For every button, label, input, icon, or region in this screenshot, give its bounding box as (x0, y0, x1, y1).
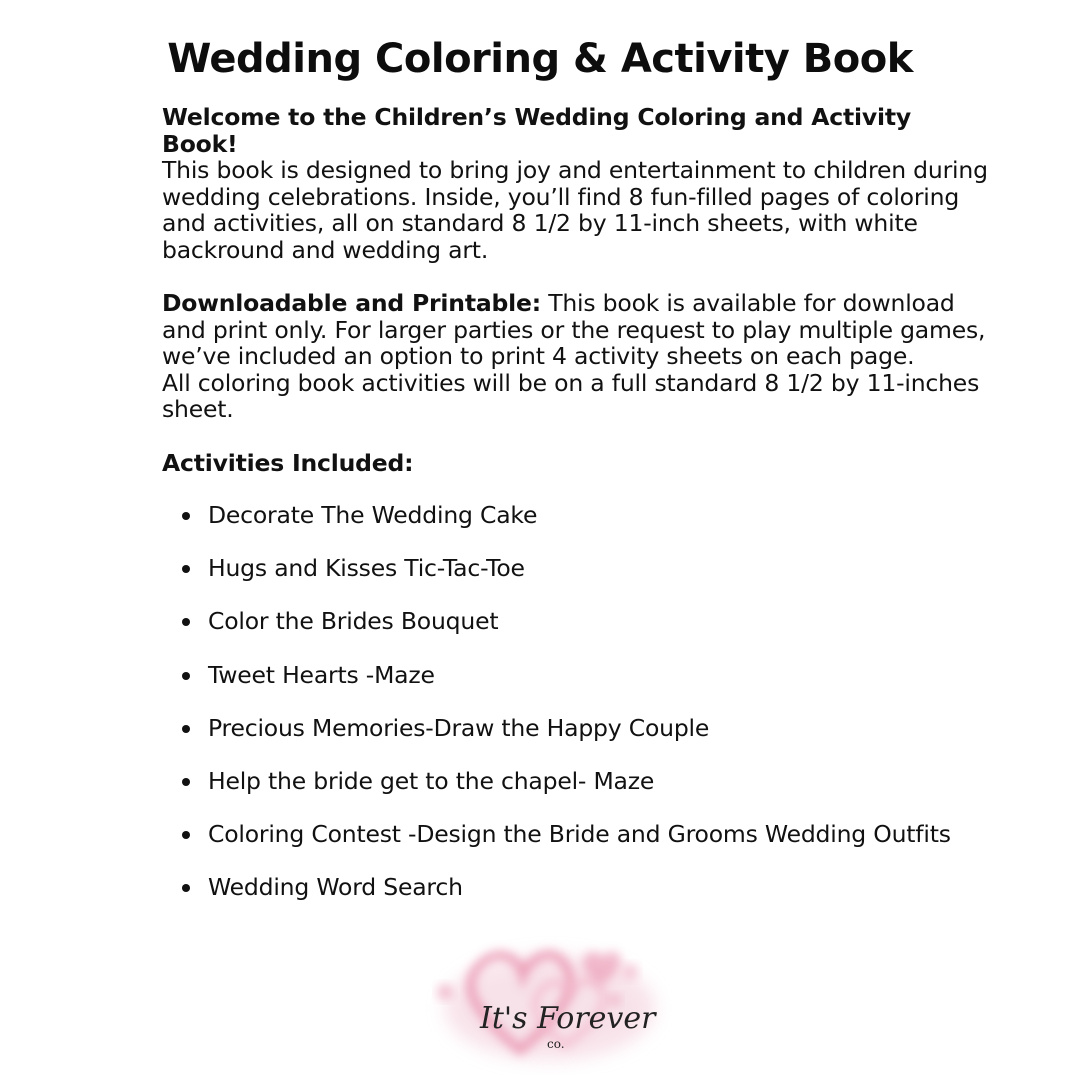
activity-label: Help the bride get to the chapel- Maze (208, 766, 655, 795)
list-item (162, 502, 992, 529)
activity-label: Tweet Hearts -Maze (208, 660, 435, 689)
activity-label: Hugs and Kisses Tic-Tac-Toe (208, 554, 525, 583)
activity-list (162, 502, 992, 901)
bullet-icon (182, 831, 190, 839)
bullet-icon (182, 618, 190, 626)
list-item (162, 768, 992, 795)
spacer (162, 263, 992, 290)
bullet-icon (182, 725, 190, 733)
activity-label: Color the Brides Bouquet (208, 607, 499, 636)
activity-label: Coloring Contest -Design the Bride and Grooms Wedding Outfits (208, 820, 951, 849)
download-body: This book is available for download and print only. For larger parties or the request to play multiple games, we’ve included an option to print 4 activity sheets on each page. (162, 289, 986, 370)
bullet-icon (182, 565, 190, 573)
activity-label: Precious Memories-Draw the Happy Couple (208, 713, 710, 742)
logo-brand-text: It's Forever (480, 1001, 656, 1036)
bullet-icon (182, 512, 190, 520)
activity-label: Decorate The Wedding Cake (208, 501, 538, 529)
list-item (162, 874, 992, 901)
intro-heading: Welcome to the Children’s Wedding Coloring and Activity Book! (162, 103, 912, 158)
activities-heading: Activities Included: (162, 448, 414, 477)
page-title: Wedding Coloring & Activity Book (167, 36, 913, 82)
download-label: Downloadable and Printable: (162, 289, 541, 317)
activity-label: Wedding Word Search (208, 873, 463, 902)
intro-body: This book is designed to bring joy and entertainment to children during wedding celebrations. Inside, you’ll find 8 fun-filled pages of coloring and activities, all on standard 8 1/2 by 11-inch sheets, with white backround and wedding art. (162, 156, 988, 264)
brand-logo (425, 930, 675, 1075)
bullet-icon (182, 884, 190, 892)
list-item (162, 821, 992, 848)
list-item (162, 555, 992, 582)
list-item (162, 662, 992, 689)
list-item (162, 715, 992, 742)
download-paragraph (162, 290, 992, 423)
content (162, 104, 992, 928)
bullet-icon (182, 672, 190, 680)
list-item (162, 608, 992, 635)
intro-paragraph (162, 104, 992, 263)
bullet-icon (182, 778, 190, 786)
logo-suffix-text: co. (547, 1037, 565, 1051)
spacer (162, 423, 992, 450)
download-note: All coloring book activities will be on a full standard 8 1/2 by 11-inches sheet. (162, 368, 980, 423)
